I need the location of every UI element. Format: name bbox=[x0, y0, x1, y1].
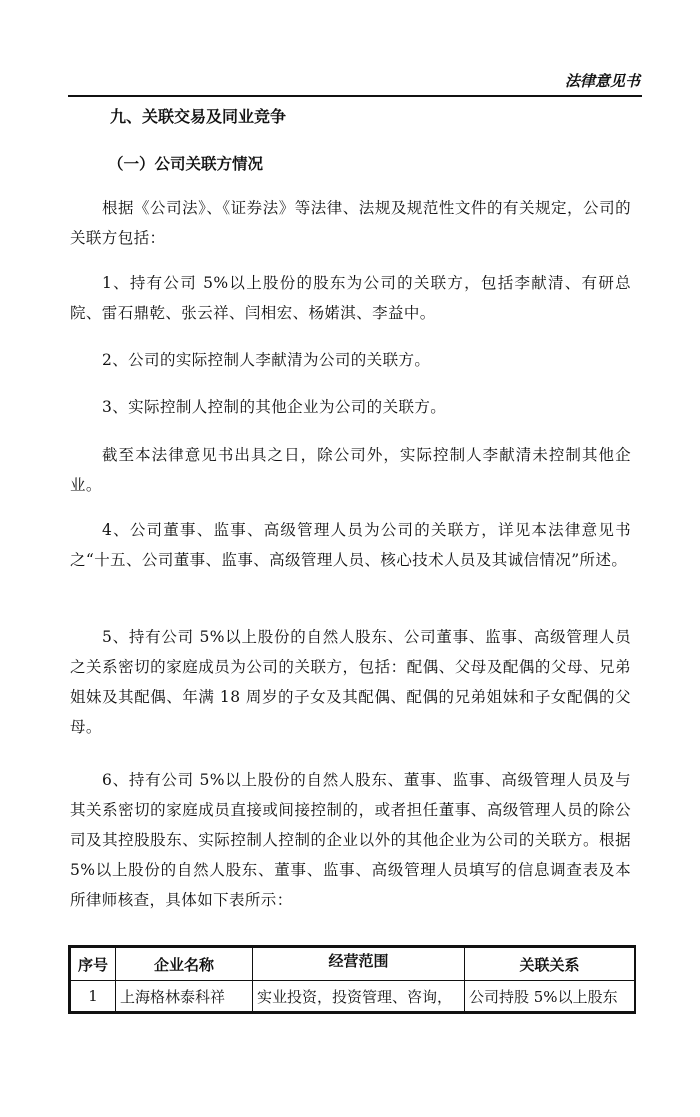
related-party-table bbox=[68, 945, 636, 1014]
running-header: 法律意见书 bbox=[564, 72, 640, 90]
paragraph-item-4: 4、公司董事、监事、高级管理人员为公司的关联方，详见本法律意见书之“十五、公司董事、监事、高级管理人员、核心技术人员及其诚信情况”所述。 bbox=[70, 521, 631, 569]
cell-company: 上海格林泰科祥 bbox=[116, 981, 253, 1012]
table-row bbox=[71, 981, 635, 1012]
header-rule bbox=[68, 95, 642, 97]
section-heading: 九、关联交易及同业竞争 bbox=[110, 107, 287, 126]
paragraph-item-5: 5、持有公司 5%以上股份的自然人股东、公司董事、监事、高级管理人员之关系密切的家庭成员为公司的关联方，包括：配偶、父母及配偶的父母、兄弟姐妹及其配偶、年满 18 周岁的子女及其配偶、配偶的兄弟姐妹和子女配偶的父母。 bbox=[70, 628, 631, 736]
col-header-index: 序号 bbox=[71, 948, 116, 981]
cell-scope: 实业投资，投资管理、咨询， bbox=[253, 981, 465, 1012]
paragraph-intro: 根据《公司法》、《证券法》等法律、法规及规范性文件的有关规定，公司的关联方包括： bbox=[70, 199, 631, 247]
cell-relation: 公司持股 5%以上股东 bbox=[465, 981, 635, 1012]
col-header-scope: 经营范围 bbox=[253, 948, 465, 981]
paragraph-note: 截至本法律意见书出具之日，除公司外，实际控制人李献清未控制其他企业。 bbox=[70, 446, 631, 494]
paragraph-item-1: 1、持有公司 5%以上股份的股东为公司的关联方，包括李献清、有研总院、雷石鼎乾、张云祥、闫相宏、杨婼淇、李益中。 bbox=[70, 274, 631, 322]
col-header-company: 企业名称 bbox=[116, 948, 253, 981]
paragraph-item-2: 2、公司的实际控制人李献清为公司的关联方。 bbox=[102, 351, 431, 369]
table-header-row bbox=[71, 948, 635, 981]
subsection-heading: （一）公司关联方情况 bbox=[108, 155, 264, 173]
col-header-relation: 关联关系 bbox=[465, 948, 635, 981]
paragraph-item-6: 6、持有公司 5%以上股份的自然人股东、董事、监事、高级管理人员及与其关系密切的家庭成员直接或间接控制的，或者担任董事、高级管理人员的除公司及其控股股东、实际控制人控制的企业以外的其他企业为公司的关联方。根据 5%以上股份的自然人股东、董事、监事、高级管理人员填写的信息调查表及本所律师核查，具体如下表所示： bbox=[70, 771, 631, 909]
cell-index: 1 bbox=[71, 981, 116, 1012]
paragraph-item-3: 3、实际控制人控制的其他企业为公司的关联方。 bbox=[102, 398, 447, 416]
